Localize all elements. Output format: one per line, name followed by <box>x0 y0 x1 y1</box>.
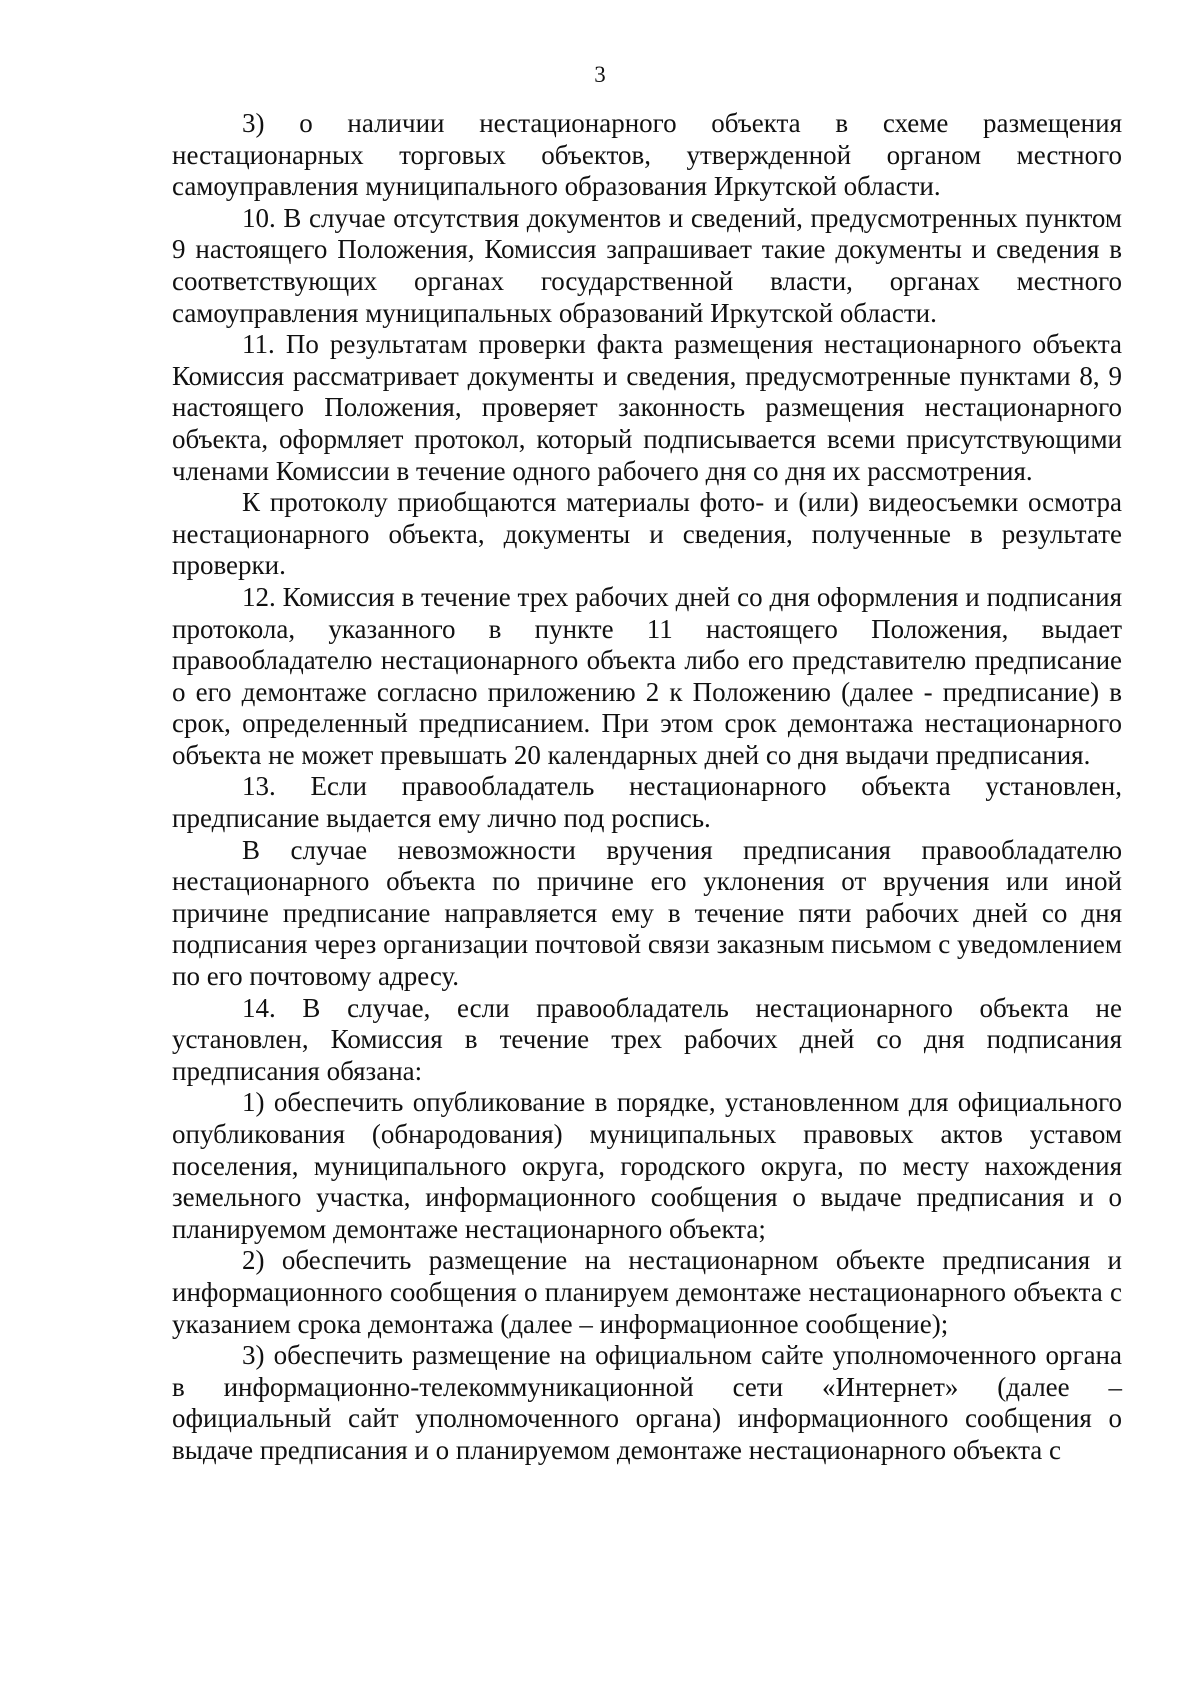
paragraph-clause-14-item-3: 3) обеспечить размещение на официальном сайте уполномоченного органа в информационно-телекоммуникационной сети «Интернет» (далее – официальный сайт уполномоченного органа) информационного сообщения о выдаче предписания и о планируемом демонтаже нестационарного объекта с <box>172 1340 1122 1465</box>
paragraph-item-3: 3) о наличии нестационарного объекта в схеме размещения нестационарных торговых объектов, утвержденной органом местного самоуправления муниципального образования Иркутской области. <box>172 108 1122 202</box>
paragraph-clause-12: 12. Комиссия в течение трех рабочих дней со дня оформления и подписания протокола, указанного в пункте 11 настоящего Положения, выдает правообладателю нестационарного объекта либо его представителю предписание о его демонтаже согласно приложению 2 к Положению (далее - предписание) в срок, определенный предписанием. При этом срок демонтажа нестационарного объекта не может превышать 20 календарных дней со дня выдачи предписания. <box>172 581 1122 770</box>
paragraph-delivery-impossible: В случае невозможности вручения предписания правообладателю нестационарного объекта по причине его уклонения от вручения или иной причине предписание направляется ему в течение пяти рабочих дней со дня подписания через организации почтовой связи заказным письмом с уведомлением по его почтовому адресу. <box>172 834 1122 992</box>
paragraph-clause-14-item-2: 2) обеспечить размещение на нестационарном объекте предписания и информационного сообщения о планируем демонтаже нестационарного объекта с указанием срока демонтажа (далее – информационное сообщение); <box>172 1245 1122 1339</box>
paragraph-clause-14: 14. В случае, если правообладатель нестационарного объекта не установлен, Комиссия в течение трех рабочих дней со дня подписания предписания обязана: <box>172 992 1122 1086</box>
document-body <box>172 108 1122 1467</box>
paragraph-clause-11: 11. По результатам проверки факта размещения нестационарного объекта Комиссия рассматривает документы и сведения, предусмотренные пунктами 8, 9 настоящего Положения, проверяет законность размещения нестационарного объекта, оформляет протокол, который подписывается всеми присутствующими членами Комиссии в течение одного рабочего дня со дня их рассмотрения. <box>172 329 1122 486</box>
paragraph-clause-10: 10. В случае отсутствия документов и сведений, предусмотренных пунктом 9 настоящего Положения, Комиссия запрашивает такие документы и сведения в соответствующих органах государственной власти, органах местного самоуправления муниципальных образований Иркутской области. <box>172 202 1122 328</box>
paragraph-clause-13: 13. Если правообладатель нестационарного объекта установлен, предписание выдается ему лично под роспись. <box>172 771 1122 834</box>
page-number: 3 <box>594 62 606 87</box>
paragraph-clause-14-item-1: 1) обеспечить опубликование в порядке, установленном для официального опубликования (обнародования) муниципальных правовых актов уставом поселения, муниципального округа, городского округа, по месту нахождения земельного участка, информационного сообщения о выдаче предписания и о планируемом демонтаже нестационарного объекта; <box>172 1087 1122 1244</box>
paragraph-protocol-attachments: К протоколу приобщаются материалы фото- и (или) видеосъемки осмотра нестационарного объекта, документы и сведения, полученные в результате проверки. <box>172 487 1122 581</box>
